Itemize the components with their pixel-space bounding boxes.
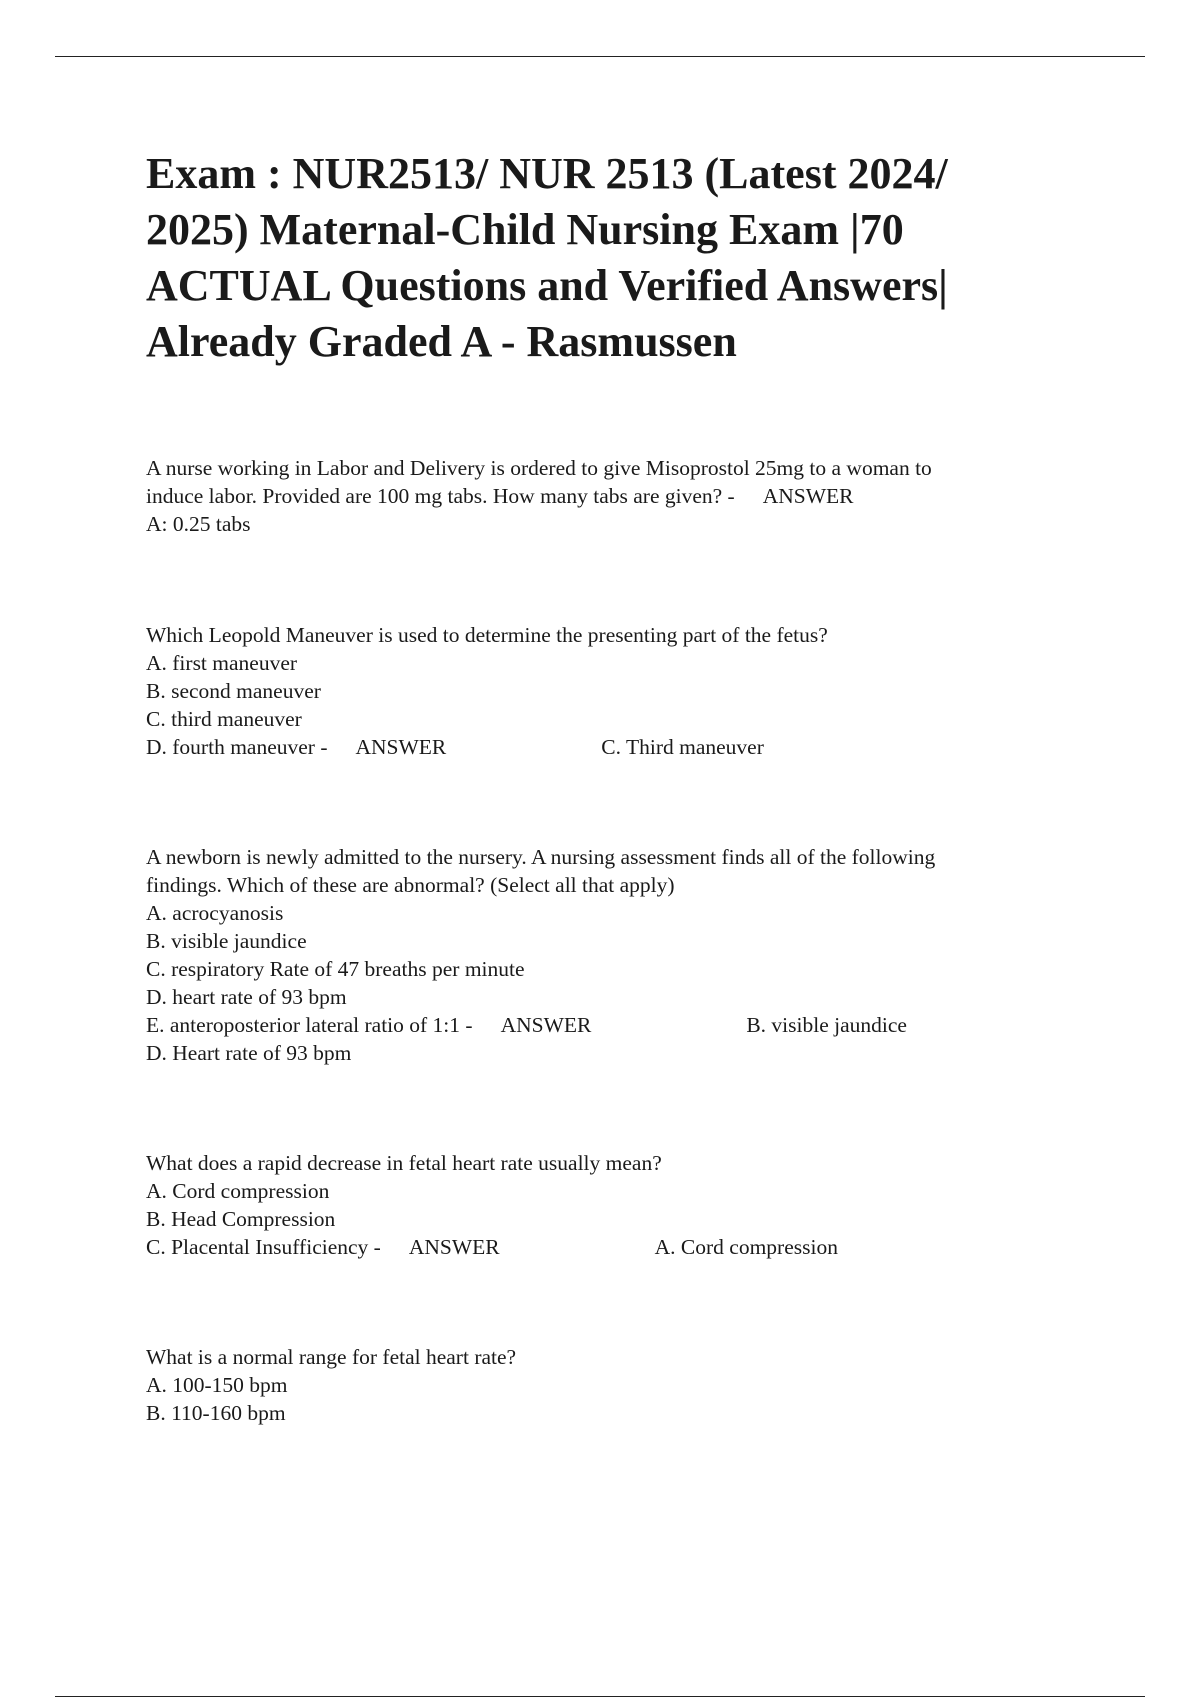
answer-keyword: ANSWER (355, 735, 447, 759)
option: B. 110-160 bpm (146, 1401, 286, 1425)
title-line: Already Graded A - Rasmussen (146, 317, 737, 366)
option-line (146, 1011, 1066, 1039)
option-line (146, 1233, 1066, 1261)
bottom-rule (55, 1696, 1145, 1697)
question-text: A nurse working in Labor and Delivery is ordered to give Misoprostol 25mg to a woman to (146, 456, 932, 480)
question-text: induce labor. Provided are 100 mg tabs. How many tabs are given? - (146, 484, 735, 508)
answer-keyword: ANSWER (408, 1235, 500, 1259)
answer-text: A: 0.25 tabs (146, 512, 251, 536)
question-1 (146, 454, 1066, 538)
answer-keyword: ANSWER (500, 1013, 592, 1037)
answer-keyword: ANSWER (762, 484, 854, 508)
question-text: A newborn is newly admitted to the nursery. A nursing assessment finds all of the following (146, 845, 936, 869)
option: D. fourth maneuver - (146, 735, 328, 759)
option: A. 100-150 bpm (146, 1373, 288, 1397)
question-text: What is a normal range for fetal heart rate? (146, 1345, 517, 1369)
option: C. respiratory Rate of 47 breaths per minute (146, 957, 525, 981)
option: B. second maneuver (146, 679, 321, 703)
option: A. first maneuver (146, 651, 298, 675)
question-2 (146, 621, 1066, 761)
option: A. Cord compression (146, 1179, 330, 1203)
answer-text: D. Heart rate of 93 bpm (146, 1041, 352, 1065)
option: A. acrocyanosis (146, 901, 284, 925)
option-line (146, 733, 1066, 761)
question-text: What does a rapid decrease in fetal heart rate usually mean? (146, 1151, 662, 1175)
option: C. Placental Insufficiency - (146, 1235, 381, 1259)
option: D. heart rate of 93 bpm (146, 985, 347, 1009)
document-title (146, 146, 1076, 370)
title-line: Exam : NUR2513/ NUR 2513 (Latest 2024/ (146, 149, 948, 198)
question-4 (146, 1149, 1066, 1261)
option: E. anteroposterior lateral ratio of 1:1 - (146, 1013, 473, 1037)
title-line: 2025) Maternal-Child Nursing Exam |70 (146, 205, 904, 254)
question-5 (146, 1343, 1066, 1427)
option: B. visible jaundice (146, 929, 307, 953)
question-text: Which Leopold Maneuver is used to determine the presenting part of the fetus? (146, 623, 828, 647)
option: B. Head Compression (146, 1207, 336, 1231)
answer-text: C. Third maneuver (601, 735, 764, 759)
option: C. third maneuver (146, 707, 302, 731)
answer-text: B. visible jaundice (746, 1013, 907, 1037)
top-rule (55, 56, 1145, 57)
title-line: ACTUAL Questions and Verified Answers| (146, 261, 948, 310)
answer-text: A. Cord compression (654, 1235, 838, 1259)
question-3 (146, 843, 1066, 1067)
question-text-line (146, 482, 1066, 510)
question-text: findings. Which of these are abnormal? (Select all that apply) (146, 873, 675, 897)
